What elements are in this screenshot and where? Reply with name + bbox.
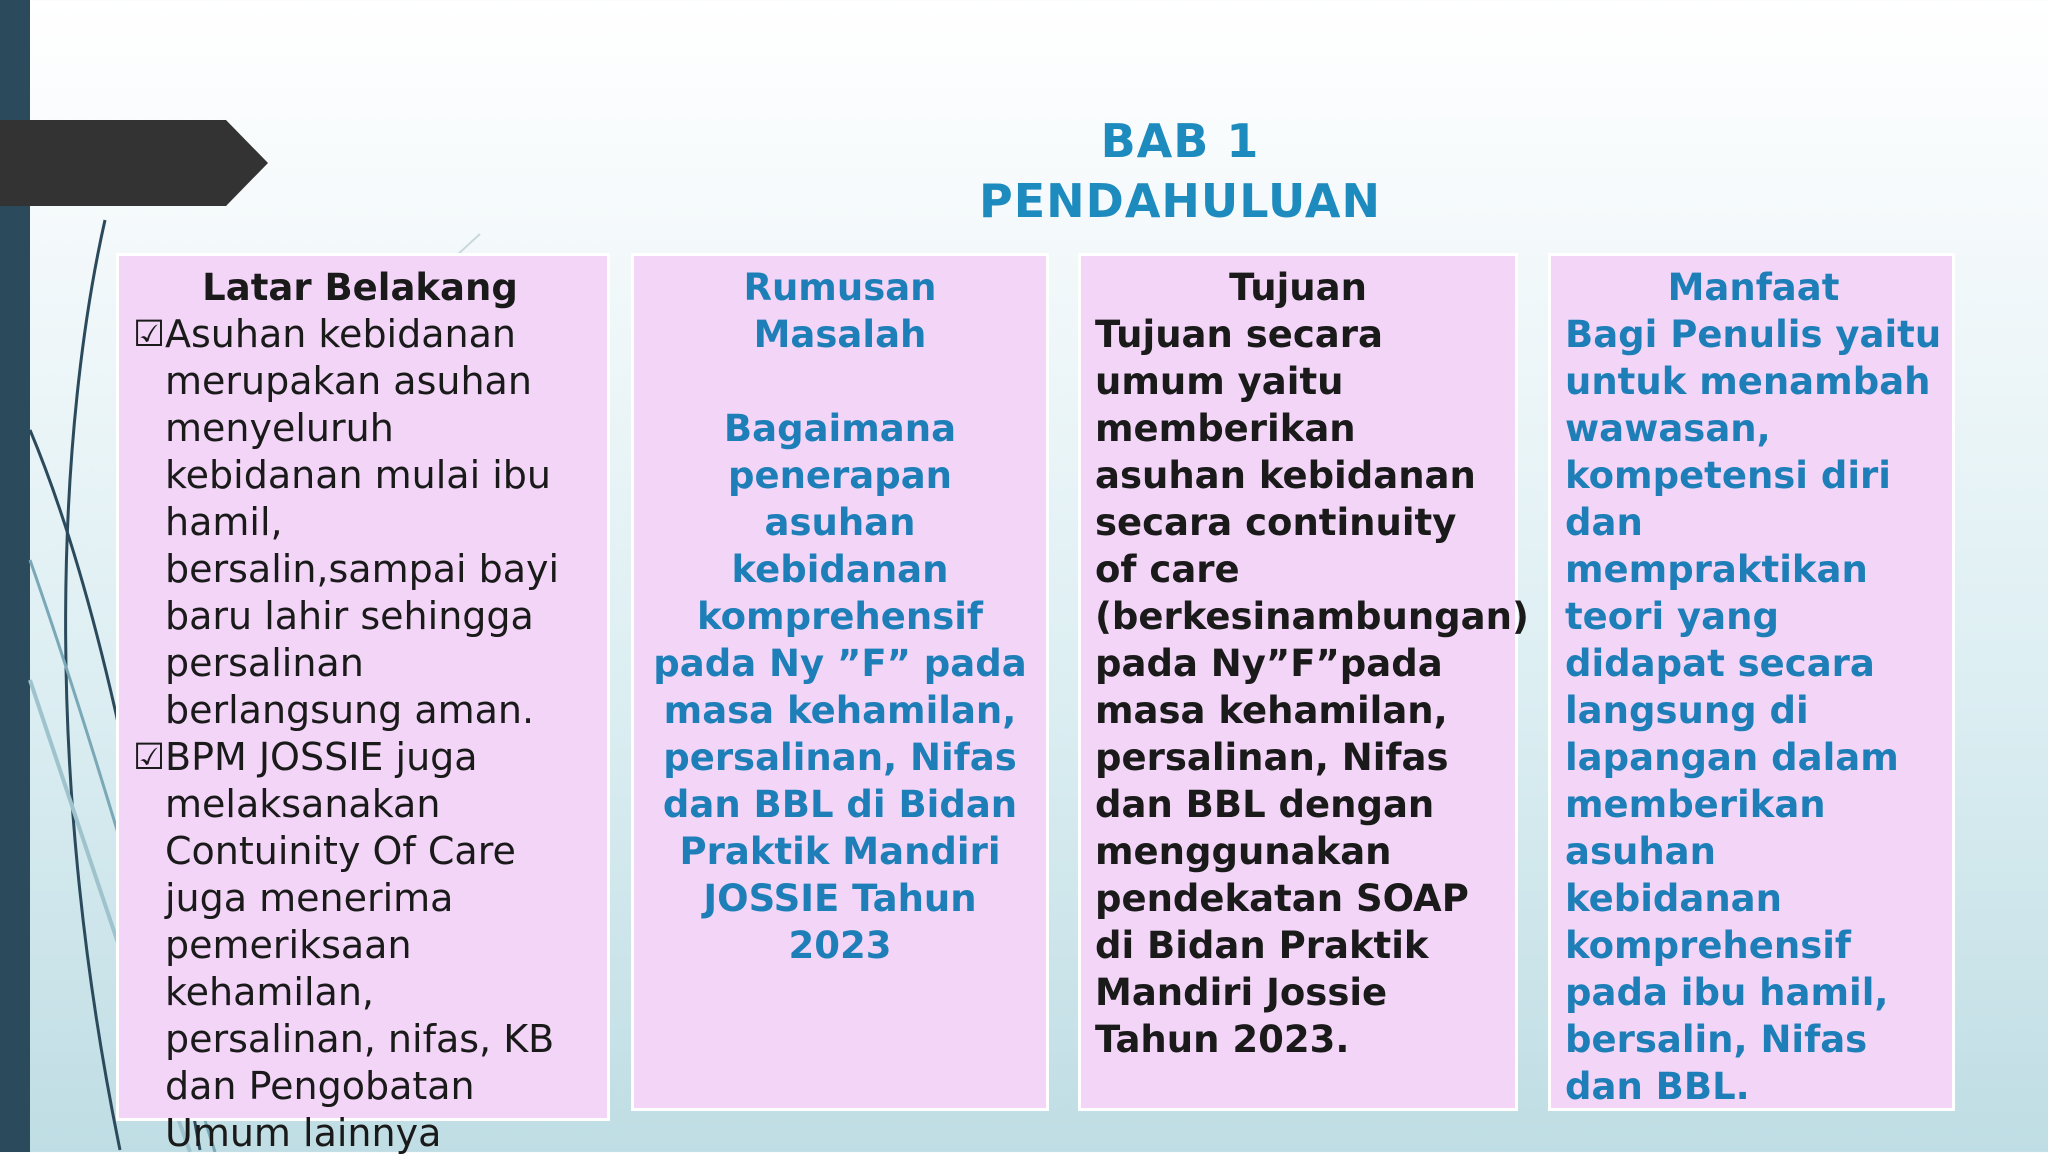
latar-belakang-box: [119, 256, 607, 1155]
list-item-text: BPM JOSSIE juga melaksanakan Contuinity Of Care juga menerima pemeriksaan kehamilan, persalinan, nifas, KB dan Pengobatan Umum lainnya: [165, 735, 555, 1155]
swoosh-line: [66, 220, 120, 1150]
swoosh-line: [456, 234, 480, 256]
slide-title-line2: PENDAHULUAN: [979, 174, 1381, 228]
manfaat-box: [1551, 256, 1952, 1108]
checkbox-checked-icon: ☑: [133, 314, 166, 355]
tujuan-text: Tujuan secara umum yaitu memberikan asuhan kebidanan secara continuity of care (berkesinambungan) pada Ny”F”pada masa kehamilan, persalinan, Nifas dan BBL dengan menggunakan pendekatan SOAP di Bidan Praktik Mandiri Jossie Tahun 2023.: [1095, 313, 1529, 1061]
latar-belakang-heading: Latar Belakang: [202, 266, 518, 309]
latar-belakang-list: [133, 311, 587, 1157]
manfaat-text: Bagi Penulis yaitu untuk menambah wawasan, kompetensi diri dan mempraktikan teori yang didapat secara langsung di lapangan dalam memberikan asuhan kebidanan komprehensif pada ibu hamil, bersalin, Nifas dan BBL.: [1565, 313, 1942, 1108]
list-item-text: Asuhan kebidanan merupakan asuhan menyeluruh kebidanan mulai ibu hamil, bersalin,sampai bayi baru lahir sehingga persalinan berlangsung aman.: [165, 312, 560, 732]
list-item: [133, 734, 587, 1157]
tujuan-heading: Tujuan: [1229, 266, 1367, 309]
rumusan-masalah-box: [634, 256, 1046, 1108]
tujuan-box: [1081, 256, 1529, 1108]
checkbox-checked-icon: ☑: [133, 737, 166, 778]
rumusan-masalah-text: Bagaimana penerapan asuhan kebidanan komprehensif pada Ny ”F” pada masa kehamilan, persalinan, Nifas dan BBL di Bidan Praktik Mandiri JOSSIE Tahun 2023: [653, 407, 1027, 967]
arrow-tab-shape: [0, 120, 268, 206]
manfaat-heading: Manfaat: [1667, 266, 1840, 309]
rumusan-masalah-heading: Rumusan Masalah: [743, 266, 937, 356]
list-item: [133, 311, 587, 734]
slide-title-line1: BAB 1: [1100, 114, 1260, 168]
